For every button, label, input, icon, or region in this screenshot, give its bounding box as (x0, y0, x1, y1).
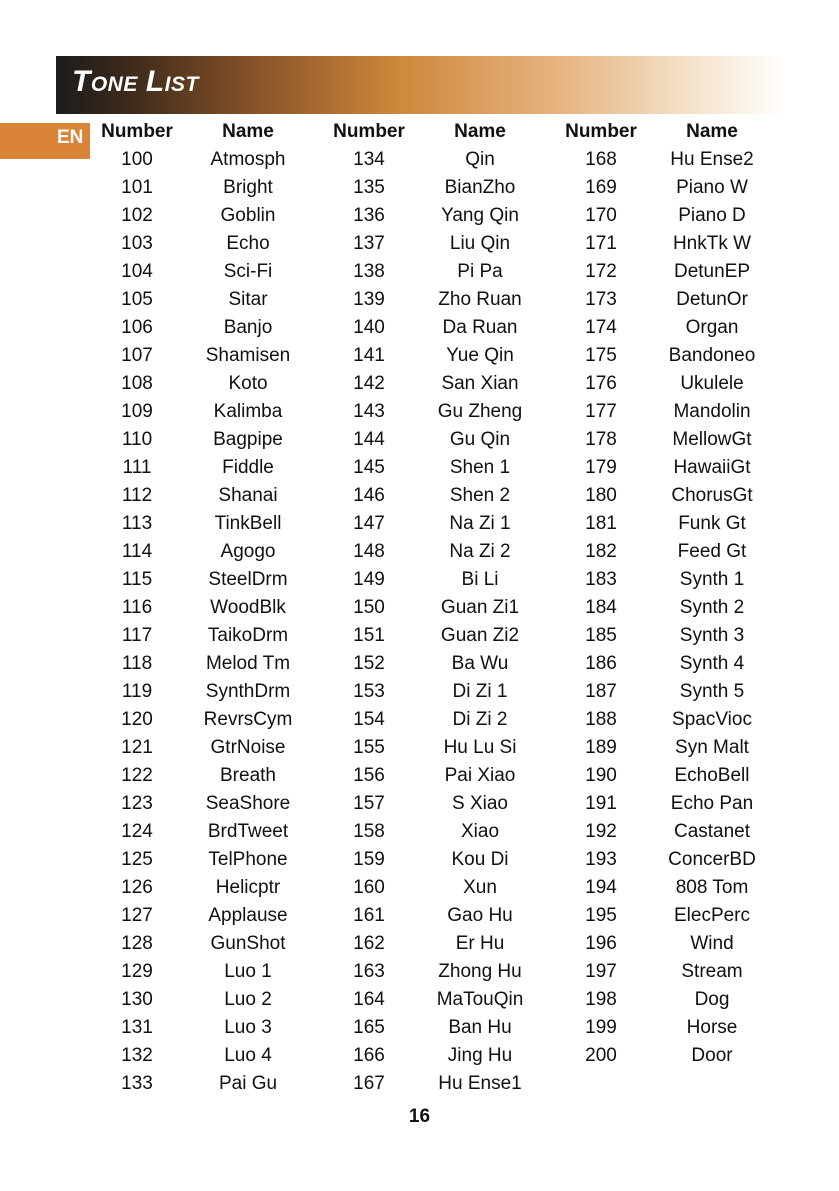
table-cell-number-1: 133 (121, 1073, 153, 1094)
table-cell-name-2: Zho Ruan (438, 289, 522, 310)
table-cell-name-2: Jing Hu (447, 1045, 513, 1066)
table-row (98, 538, 788, 566)
table-row (98, 818, 788, 846)
table-cell-number-2: 145 (353, 457, 385, 478)
table-cell-number-2: 161 (353, 905, 385, 926)
table-cell-number-2: 138 (353, 261, 385, 282)
table-cell-number-2: 164 (353, 989, 385, 1010)
table-row (98, 454, 788, 482)
table-row (98, 678, 788, 706)
table-row (98, 258, 788, 286)
table-cell-number-1: 130 (121, 989, 153, 1010)
table-row (98, 790, 788, 818)
table-cell-name-1: Echo (226, 233, 270, 254)
table-cell-number-3: 168 (585, 149, 617, 170)
table-cell-number-2: 144 (353, 429, 385, 450)
table-cell-number-2: 160 (353, 877, 385, 898)
table-cell-number-2: 147 (353, 513, 385, 534)
table-cell-name-2: Yue Qin (446, 345, 514, 366)
table-cell-name-2: Pi Pa (457, 261, 503, 282)
table-row (98, 874, 788, 902)
table-row (98, 286, 788, 314)
table-row (98, 370, 788, 398)
table-cell-name-2: Shen 1 (449, 457, 511, 478)
table-row (98, 762, 788, 790)
table-cell-name-2: Gu Zheng (437, 401, 523, 422)
table-cell-number-2: 137 (353, 233, 385, 254)
table-cell-name-2: Yang Qin (441, 205, 519, 226)
table-cell-number-1: 129 (121, 961, 153, 982)
table-cell-name-1: Bagpipe (213, 429, 283, 450)
table-cell-number-3: 178 (585, 429, 617, 450)
table-cell-name-3: Hu Ense2 (670, 149, 754, 170)
table-cell-name-3: HawaiiGt (673, 457, 751, 478)
table-cell-name-3: DetunOr (676, 289, 748, 310)
table-cell-name-2: Da Ruan (442, 317, 518, 338)
table-cell-number-3: 169 (585, 177, 617, 198)
table-cell-name-2: Guan Zi1 (440, 597, 520, 618)
table-cell-name-3: Mandolin (673, 401, 751, 422)
table-row (98, 734, 788, 762)
table-cell-name-1: Kalimba (213, 401, 283, 422)
table-cell-name-1: SteelDrm (208, 569, 288, 590)
table-cell-number-2: 136 (353, 205, 385, 226)
table-cell-name-2: Xiao (460, 821, 500, 842)
table-cell-number-2: 155 (353, 737, 385, 758)
table-cell-name-1: Luo 2 (224, 989, 272, 1010)
table-cell-number-3: 174 (585, 317, 617, 338)
column-header-number-3: Number (565, 121, 637, 142)
table-cell-number-2: 152 (353, 653, 385, 674)
table-cell-number-3: 173 (585, 289, 617, 310)
table-cell-number-2: 156 (353, 765, 385, 786)
table-cell-number-2: 153 (353, 681, 385, 702)
table-cell-number-3: 177 (585, 401, 617, 422)
column-header-number-2: Number (333, 121, 405, 142)
table-cell-name-3: Syn Malt (675, 737, 749, 758)
table-cell-name-2: MaTouQin (436, 989, 524, 1010)
table-cell-number-3: 172 (585, 261, 617, 282)
table-cell-name-2: BianZho (444, 177, 516, 198)
table-cell-number-1: 100 (121, 149, 153, 170)
table-cell-number-1: 120 (121, 709, 153, 730)
table-cell-number-2: 157 (353, 793, 385, 814)
table-cell-name-1: RevrsCym (203, 709, 293, 730)
page-title (72, 62, 207, 102)
table-cell-name-3: ElecPerc (673, 905, 751, 926)
table-cell-name-3: 808 Tom (675, 877, 749, 898)
table-cell-name-1: Atmosph (210, 149, 286, 170)
table-cell-name-3: Synth 5 (679, 681, 745, 702)
table-cell-name-3: Ukulele (680, 373, 744, 394)
table-cell-number-1: 126 (121, 877, 153, 898)
table-cell-number-2: 148 (353, 541, 385, 562)
table-cell-number-2: 158 (353, 821, 385, 842)
table-cell-number-1: 125 (121, 849, 153, 870)
table-cell-name-3: Synth 1 (679, 569, 745, 590)
table-cell-number-1: 103 (121, 233, 153, 254)
table-row (98, 902, 788, 930)
table-cell-name-1: Koto (228, 373, 268, 394)
table-cell-name-2: Ba Wu (451, 653, 509, 674)
table-cell-number-2: 165 (353, 1017, 385, 1038)
table-cell-name-1: Luo 3 (224, 1017, 272, 1038)
table-cell-name-3: Piano W (676, 177, 748, 198)
table-cell-name-1: SeaShore (205, 793, 291, 814)
table-cell-number-1: 109 (121, 401, 153, 422)
table-cell-name-2: Guan Zi2 (440, 625, 520, 646)
table-cell-name-1: TinkBell (214, 513, 282, 534)
table-cell-number-1: 108 (121, 373, 153, 394)
table-cell-number-2: 143 (353, 401, 385, 422)
table-cell-name-2: Xun (463, 877, 497, 898)
table-cell-number-1: 101 (121, 177, 153, 198)
table-cell-name-3: Stream (681, 961, 743, 982)
table-cell-number-3: 179 (585, 457, 617, 478)
column-header-name-1: Name (222, 121, 274, 142)
table-cell-name-2: Na Zi 2 (449, 541, 511, 562)
table-cell-name-1: Agogo (220, 541, 276, 562)
table-cell-name-3: Funk Gt (678, 513, 746, 534)
table-cell-number-2: 150 (353, 597, 385, 618)
table-cell-number-1: 104 (121, 261, 153, 282)
table-cell-name-1: Sci-Fi (223, 261, 273, 282)
table-cell-name-2: Zhong Hu (438, 961, 522, 982)
page-title-word-1: TONE (72, 65, 138, 98)
table-cell-name-3: Horse (686, 1017, 738, 1038)
table-cell-number-2: 159 (353, 849, 385, 870)
table-cell-name-2: Pai Xiao (444, 765, 516, 786)
table-row (98, 846, 788, 874)
table-cell-number-1: 110 (121, 429, 153, 450)
table-cell-name-3: Echo Pan (670, 793, 754, 814)
table-cell-number-1: 122 (121, 765, 153, 786)
tone-list-table (98, 118, 788, 1098)
table-cell-name-2: Kou Di (451, 849, 509, 870)
table-row (98, 146, 788, 174)
table-cell-name-2: S Xiao (452, 793, 508, 814)
table-cell-number-3: 170 (585, 205, 617, 226)
table-cell-number-3: 189 (585, 737, 617, 758)
table-cell-name-2: Na Zi 1 (449, 513, 511, 534)
table-cell-name-3: EchoBell (674, 765, 750, 786)
table-cell-name-2: Qin (465, 149, 495, 170)
table-cell-name-3: HnkTk W (672, 233, 752, 254)
table-cell-number-3: 190 (585, 765, 617, 786)
table-row (98, 706, 788, 734)
table-cell-number-3: 199 (585, 1017, 617, 1038)
table-cell-name-1: Helicptr (215, 877, 281, 898)
page-title-word-2: LIST (145, 65, 199, 98)
table-cell-number-1: 112 (121, 485, 153, 506)
table-cell-name-1: BrdTweet (207, 821, 289, 842)
table-cell-number-3: 195 (585, 905, 617, 926)
table-cell-number-3: 194 (585, 877, 617, 898)
table-cell-number-2: 154 (353, 709, 385, 730)
table-cell-number-1: 118 (121, 653, 153, 674)
table-row (98, 202, 788, 230)
table-cell-number-3: 184 (585, 597, 617, 618)
table-cell-name-3: Synth 3 (679, 625, 745, 646)
table-cell-number-3: 193 (585, 849, 617, 870)
table-cell-name-1: Melod Tm (205, 653, 291, 674)
table-row (98, 398, 788, 426)
table-cell-name-3: Organ (685, 317, 739, 338)
table-cell-number-1: 102 (121, 205, 153, 226)
table-cell-name-3: Wind (690, 933, 734, 954)
table-cell-name-2: Liu Qin (449, 233, 511, 254)
table-cell-name-2: Hu Lu Si (443, 737, 517, 758)
table-cell-number-3: 196 (585, 933, 617, 954)
table-cell-number-3: 183 (585, 569, 617, 590)
table-cell-number-3: 180 (585, 485, 617, 506)
table-cell-number-3: 188 (585, 709, 617, 730)
table-row (98, 958, 788, 986)
table-cell-name-1: Sitar (228, 289, 268, 310)
table-cell-name-3: ChorusGt (671, 485, 753, 506)
table-cell-name-3: Door (691, 1045, 733, 1066)
table-cell-name-3: Castanet (673, 821, 751, 842)
table-cell-name-2: Er Hu (455, 933, 505, 954)
table-cell-number-3: 191 (585, 793, 617, 814)
table-cell-number-1: 111 (122, 457, 152, 478)
table-cell-number-1: 127 (121, 905, 153, 926)
table-cell-name-3: MellowGt (672, 429, 752, 450)
table-cell-name-3: Piano D (678, 205, 746, 226)
table-row (98, 174, 788, 202)
table-cell-number-2: 142 (353, 373, 385, 394)
table-cell-name-1: Applause (208, 905, 288, 926)
table-cell-number-1: 123 (121, 793, 153, 814)
table-cell-number-1: 131 (121, 1017, 153, 1038)
table-body (98, 146, 788, 1098)
table-cell-name-1: GtrNoise (210, 737, 286, 758)
table-cell-number-3: 181 (585, 513, 617, 534)
table-cell-number-3: 182 (585, 541, 617, 562)
table-cell-name-2: San Xian (441, 373, 519, 394)
table-cell-number-3: 200 (585, 1045, 617, 1066)
column-header-name-2: Name (454, 121, 506, 142)
table-row (98, 314, 788, 342)
table-cell-name-2: Bi Li (461, 569, 499, 590)
table-cell-number-2: 162 (353, 933, 385, 954)
table-cell-number-2: 167 (353, 1073, 385, 1094)
table-row (98, 426, 788, 454)
table-cell-name-2: Di Zi 2 (452, 709, 508, 730)
table-cell-number-2: 151 (353, 625, 385, 646)
table-cell-name-3: Dog (694, 989, 730, 1010)
table-cell-number-2: 149 (353, 569, 385, 590)
table-cell-name-3: Synth 2 (679, 597, 745, 618)
table-cell-number-1: 107 (121, 345, 153, 366)
table-cell-name-1: TelPhone (208, 849, 288, 870)
table-row (98, 510, 788, 538)
table-row (98, 1014, 788, 1042)
table-row (98, 1042, 788, 1070)
table-cell-name-1: Pai Gu (218, 1073, 278, 1094)
table-cell-name-2: Ban Hu (448, 1017, 512, 1038)
table-cell-number-3: 176 (585, 373, 617, 394)
table-cell-number-3: 185 (585, 625, 617, 646)
table-cell-name-1: Fiddle (222, 457, 274, 478)
table-cell-name-1: Luo 4 (224, 1045, 272, 1066)
table-cell-number-1: 114 (121, 541, 153, 562)
table-cell-number-1: 124 (121, 821, 153, 842)
table-cell-number-1: 113 (121, 513, 153, 534)
table-cell-name-1: Luo 1 (224, 961, 272, 982)
table-cell-number-1: 132 (121, 1045, 153, 1066)
table-row (98, 342, 788, 370)
column-header-number-1: Number (101, 121, 173, 142)
table-cell-name-1: TaikoDrm (207, 625, 289, 646)
table-cell-name-3: Bandoneo (668, 345, 756, 366)
table-row (98, 594, 788, 622)
table-cell-name-1: Banjo (223, 317, 273, 338)
table-cell-name-1: Breath (220, 765, 276, 786)
table-cell-name-1: SynthDrm (205, 681, 291, 702)
language-tab: EN (0, 123, 90, 159)
table-cell-name-1: Goblin (220, 205, 276, 226)
table-cell-number-2: 141 (353, 345, 385, 366)
table-cell-name-1: Bright (223, 177, 273, 198)
table-header-row (98, 118, 788, 146)
table-cell-name-1: WoodBlk (210, 597, 286, 618)
table-cell-number-1: 128 (121, 933, 153, 954)
table-cell-name-2: Gu Qin (449, 429, 511, 450)
table-cell-name-2: Shen 2 (449, 485, 511, 506)
table-cell-number-1: 121 (121, 737, 153, 758)
table-cell-number-1: 105 (121, 289, 153, 310)
table-cell-number-3: 187 (585, 681, 617, 702)
table-row (98, 566, 788, 594)
table-row (98, 622, 788, 650)
table-cell-name-3: Feed Gt (677, 541, 747, 562)
table-cell-name-1: Shanai (218, 485, 278, 506)
table-cell-number-3: 198 (585, 989, 617, 1010)
table-cell-name-3: SpacVioc (672, 709, 752, 730)
table-cell-number-3: 175 (585, 345, 617, 366)
table-cell-number-2: 163 (353, 961, 385, 982)
table-row (98, 986, 788, 1014)
table-cell-name-3: Synth 4 (679, 653, 745, 674)
table-cell-name-3: DetunEP (673, 261, 751, 282)
table-cell-number-3: 186 (585, 653, 617, 674)
table-cell-number-2: 139 (353, 289, 385, 310)
table-cell-number-2: 134 (353, 149, 385, 170)
table-cell-number-1: 115 (121, 569, 153, 590)
table-row (98, 650, 788, 678)
table-cell-number-3: 171 (585, 233, 617, 254)
column-header-name-3: Name (686, 121, 738, 142)
table-cell-number-1: 106 (121, 317, 153, 338)
table-row (98, 930, 788, 958)
table-row (98, 1070, 788, 1098)
table-cell-number-1: 117 (121, 625, 153, 646)
table-cell-number-2: 166 (353, 1045, 385, 1066)
table-cell-number-3: 197 (585, 961, 617, 982)
table-cell-number-2: 135 (353, 177, 385, 198)
table-cell-name-2: Di Zi 1 (452, 681, 508, 702)
table-cell-name-3: ConcerBD (668, 849, 756, 870)
page-number: 16 (408, 1106, 431, 1127)
table-cell-name-1: GunShot (210, 933, 286, 954)
table-cell-name-1: Shamisen (205, 345, 291, 366)
table-row (98, 482, 788, 510)
table-cell-name-2: Hu Ense1 (438, 1073, 522, 1094)
table-cell-number-3: 192 (585, 821, 617, 842)
table-row (98, 230, 788, 258)
table-cell-number-1: 119 (121, 681, 153, 702)
table-cell-number-1: 116 (121, 597, 153, 618)
table-cell-number-2: 146 (353, 485, 385, 506)
table-cell-number-2: 140 (353, 317, 385, 338)
table-cell-name-2: Gao Hu (447, 905, 513, 926)
